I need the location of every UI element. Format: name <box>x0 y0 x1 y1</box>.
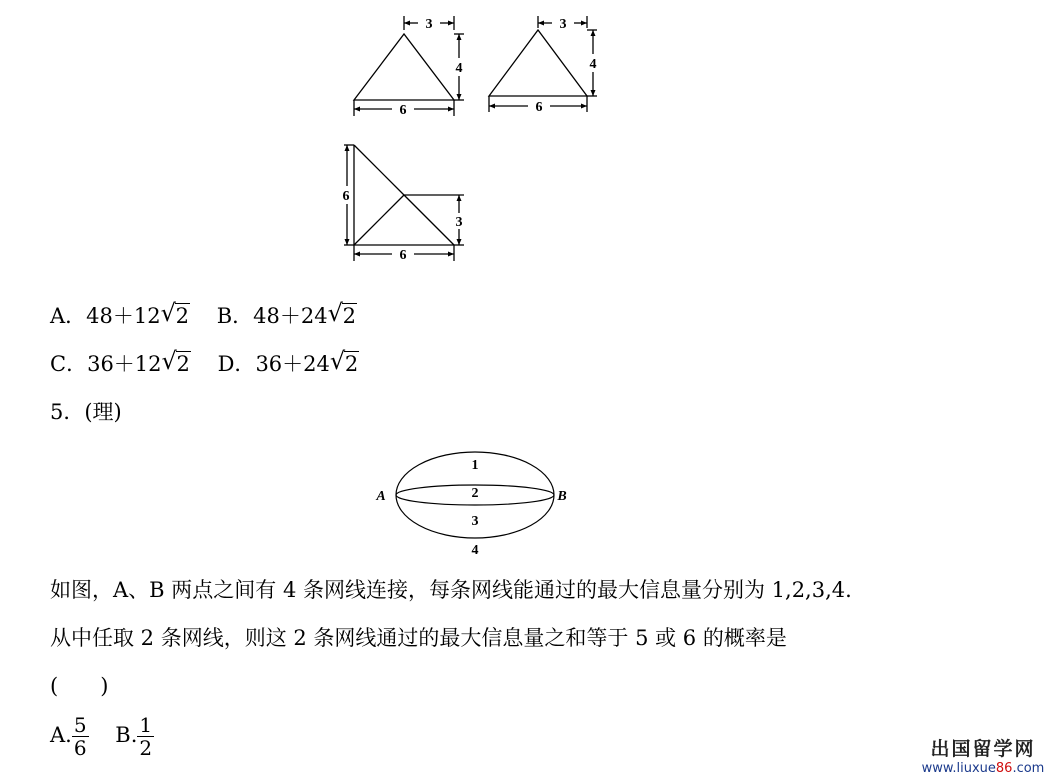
front-height-dim: 4 <box>455 61 463 76</box>
line-label-3: 3 <box>471 514 479 529</box>
top-view <box>344 145 464 261</box>
option-5a: A. $\frac{5}{6}$ <box>50 713 87 760</box>
line-label-2: 2 <box>471 486 479 501</box>
question-5-text-line2: 从中任取 2 条网线，则这 2 条网线通过的最大信息量之和等于 5 或 6 的概率是 <box>50 626 787 650</box>
side-top-dim: 3 <box>559 17 567 32</box>
question-5-options <box>50 710 154 760</box>
top-left-dim: 6 <box>342 189 350 204</box>
network-figure <box>372 448 582 564</box>
point-a-label: A <box>376 489 386 504</box>
watermark-url: www.liuxue86.com <box>921 761 1045 776</box>
front-top-dim: 3 <box>425 17 433 32</box>
watermark-title: 出国留学网 <box>930 738 1036 760</box>
option-a: A．48＋12 √ 2 <box>50 299 189 328</box>
option-c: C．36＋12 √ 2 <box>50 347 190 376</box>
site-watermark <box>918 734 1048 776</box>
side-view <box>489 16 597 112</box>
option-d: D．36＋24 √ 2 <box>217 347 359 376</box>
three-view-figure <box>340 12 620 270</box>
question-5-text-line1: 如图，A、B 两点之间有 4 条网线连接，每条网线能通过的最大信息量分别为 1,2,3,4. <box>50 578 852 602</box>
point-b-label: B <box>557 489 567 504</box>
front-base-dim: 6 <box>399 103 407 118</box>
option-b: B．48＋24 √ 2 <box>216 299 356 328</box>
side-base-dim: 6 <box>535 100 543 115</box>
question-5-heading: 5．(理) <box>50 400 122 424</box>
line-label-1: 1 <box>471 458 479 473</box>
top-base-dim: 6 <box>399 248 407 263</box>
side-height-dim: 4 <box>589 57 597 72</box>
front-view <box>354 16 464 116</box>
answer-parentheses: ( ) <box>50 674 109 698</box>
option-row-cd <box>50 347 359 378</box>
top-right-dim: 3 <box>455 215 463 230</box>
option-row-ab <box>50 299 357 330</box>
option-5b: B. $\frac{1}{2}$ <box>115 713 153 760</box>
line-label-4: 4 <box>471 543 479 558</box>
